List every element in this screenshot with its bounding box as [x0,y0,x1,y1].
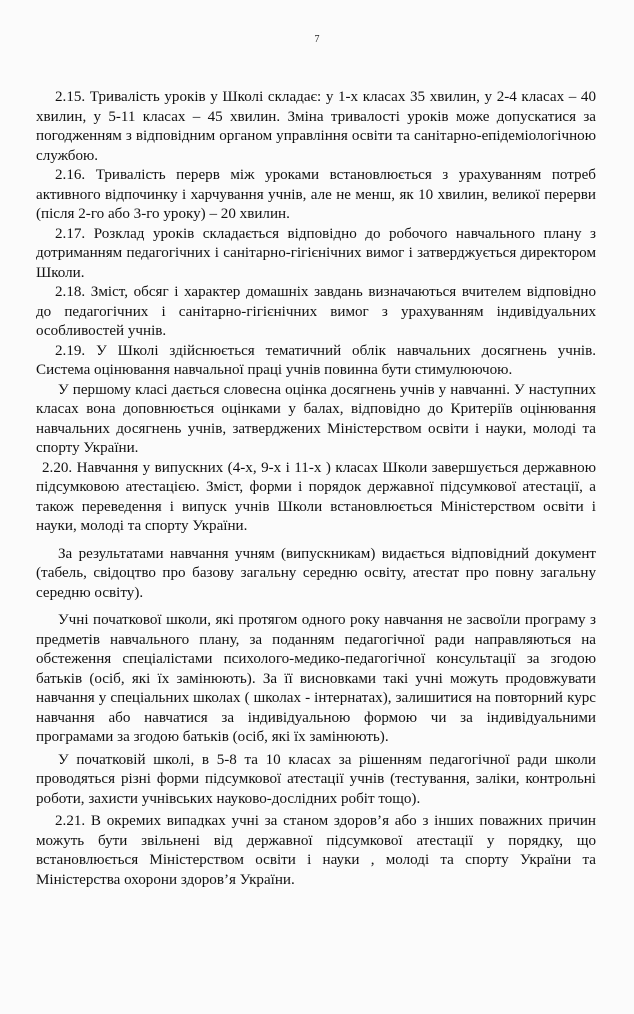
paragraph-primary-school-repeat: Учні початкової школи, які протягом одного року навчання не засвоїли програму з предметів навчального плану, за поданням педагогічної ради направляються на обстеження спеціалістами психолого-медико-педагогічної консультації за згодою батьків (осіб, які їх замінюють). За її висновками такі учні можуть продовжувати навчання у спеціальних школах ( школах - інтернатах), залишитися на повторний курс навчання або навчатися за індивідуальною формою чи за індивідуальними програмами за згодою батьків (осіб, які їх замінюють). [36,612,596,745]
paragraph-2-16: 2.16. Тривалість перерв між уроками встановлюється з урахуванням потреб активного відпочинку і харчування учнів, але не менш, як 10 хвилин, великої перерви (після 2-го або 3-го уроку) – 20 хвилин. [36,167,596,222]
paragraph-first-class-assessment: У першому класі дається словесна оцінка досягнень учнів у навчанні. У наступних класах вона доповнюється оцінками у балах, відповідно до Критеріїв оцінювання навчальних досягнень учнів, затверджених Міністерством освіти і науки, молоді та спорту України. [36,381,596,456]
page-number: 7 [314,34,320,45]
paragraph-final-attestation-forms: У початковій школі, в 5-8 та 10 класах за рішенням педагогічної ради школи проводяться різні форми підсумкової атестації учнів (тестування, заліки, контрольні роботи, захисти учнівських науково-дослідних робіт тощо). [36,751,596,807]
paragraph-graduation-document: За результатами навчання учням (випускникам) видається відповідний документ (табель, свідоцтво про базову загальну середню освіту, атестат про повну загальну середню освіту). [36,545,596,601]
document-body [36,88,596,890]
paragraph-2-18: 2.18. Зміст, обсяг і характер домашніх завдань визначаються вчителем відповідно до педагогічних і санітарно-гігієнічних вимог з урахуванням індивідуальних особливостей учнів. [36,284,596,339]
paragraph-2-19: 2.19. У Школі здійснюється тематичний облік навчальних досягнень учнів. Система оцінювання навчальної праці учнів повинна бути стимулюючою. [36,342,596,378]
paragraph-2-20: 2.20. Навчання у випускних (4-х, 9-х і 11-х ) класах Школи завершується державною підсумковою атестацією. Зміст, форми і порядок державної підсумкової атестації, а також переведення і випуск учнів Школи встановлюється Міністерством освіти і науки, молоді та спорту України. [36,459,596,534]
paragraph-2-15: 2.15. Тривалість уроків у Школі складає: у 1-х класах 35 хвилин, у 2-4 класах – 40 хвилин, у 5-11 класах – 45 хвилин. Зміна тривалості уроків може допускатися за погодженням з відповідним органом управління освіти та санітарно-епідеміологічною службою. [36,89,596,164]
paragraph-2-21: 2.21. В окремих випадках учні за станом здоров’я або з інших поважних причин можуть бути звільнені від державної підсумкової атестації у порядку, що встановлюється Міністерством освіти і науки , молоді та спорту України та Міністерства охорони здоров’я України. [36,813,596,888]
paragraph-2-17: 2.17. Розклад уроків складається відповідно до робочого навчального плану з дотриманням педагогічних і санітарно-гігієнічних вимог і затверджується директором Школи. [36,225,596,281]
